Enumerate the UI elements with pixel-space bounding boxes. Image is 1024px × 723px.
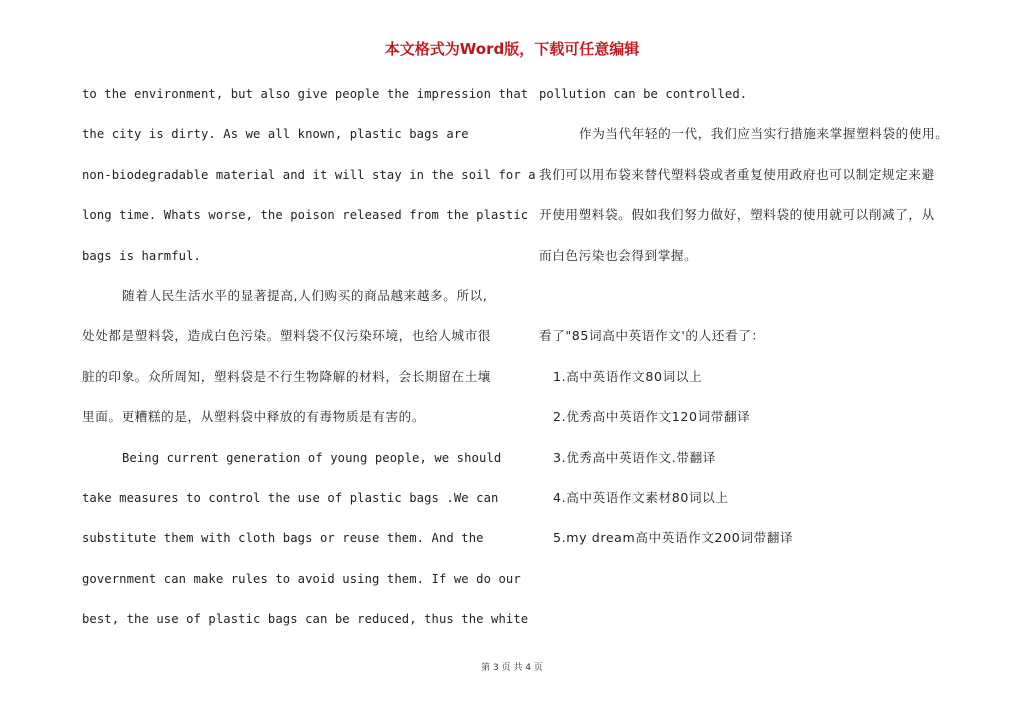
text-line: 处处都是塑料袋，造成白色污染。塑料袋不仅污染环境，也给人城市很: [82, 328, 492, 344]
page-number: 第 3 页 共 4 页: [481, 663, 543, 673]
text-line: 里面。更糟糕的是，从塑料袋中释放的有毒物质是有害的。: [82, 409, 426, 425]
related-link[interactable]: 1.高中英语作文80词以上: [553, 368, 703, 384]
text-line: 随着人民生活水平的显著提高,人们购买的商品越来越多。所以,: [122, 287, 488, 303]
document-banner: 本文格式为Word版，下载可任意编辑: [384, 40, 640, 58]
related-link[interactable]: 4.高中英语作文素材80词以上: [553, 489, 729, 505]
left-column: [82, 82, 536, 647]
text-line: 开使用塑料袋。假如我们努力做好，塑料袋的使用就可以削减了，从: [539, 207, 935, 223]
text-line: 我们可以用布袋来替代塑料袋或者重复使用政府也可以制定规定来避: [539, 166, 935, 182]
text-line: pollution can be controlled.: [539, 87, 748, 101]
text-line: substitute them with cloth bags or reuse them. And the: [82, 531, 484, 546]
text-line: Being current generation of young people, we should: [122, 450, 502, 465]
text-line: bags is harmful.: [82, 248, 201, 263]
right-column: [539, 82, 963, 567]
related-heading: 看了"85词高中英语作文'的人还看了：: [539, 328, 765, 344]
text-line: government can make rules to avoid using them. If we do our: [82, 571, 521, 586]
text-line: 作为当代年轻的一代，我们应当实行措施来掌握塑料袋的使用。: [579, 126, 949, 142]
text-line: long time. Whats worse, the poison released from the plastic: [82, 208, 529, 223]
related-link[interactable]: 2.优秀高中英语作文120词带翻译: [553, 409, 751, 425]
text-line: 脏的印象。众所周知，塑料袋是不行生物降解的材料，会长期留在土壤: [82, 368, 492, 384]
related-link[interactable]: 3.优秀高中英语作文.带翻译: [553, 449, 716, 465]
text-line: to the environment, but also give people the impression that: [82, 87, 529, 101]
text-line: best, the use of plastic bags can be reduced, thus the white: [82, 612, 529, 627]
text-line: non-biodegradable material and it will stay in the soil for a: [82, 167, 536, 182]
text-line: take measures to control the use of plastic bags .We can: [82, 490, 499, 505]
spacer: [539, 284, 963, 324]
text-line: 而白色污染也会得到掌握。: [539, 247, 698, 263]
related-link[interactable]: 5.my dream高中英语作文200词带翻译: [553, 530, 794, 546]
text-line: the city is dirty. As we all known, plastic bags are: [82, 127, 469, 142]
